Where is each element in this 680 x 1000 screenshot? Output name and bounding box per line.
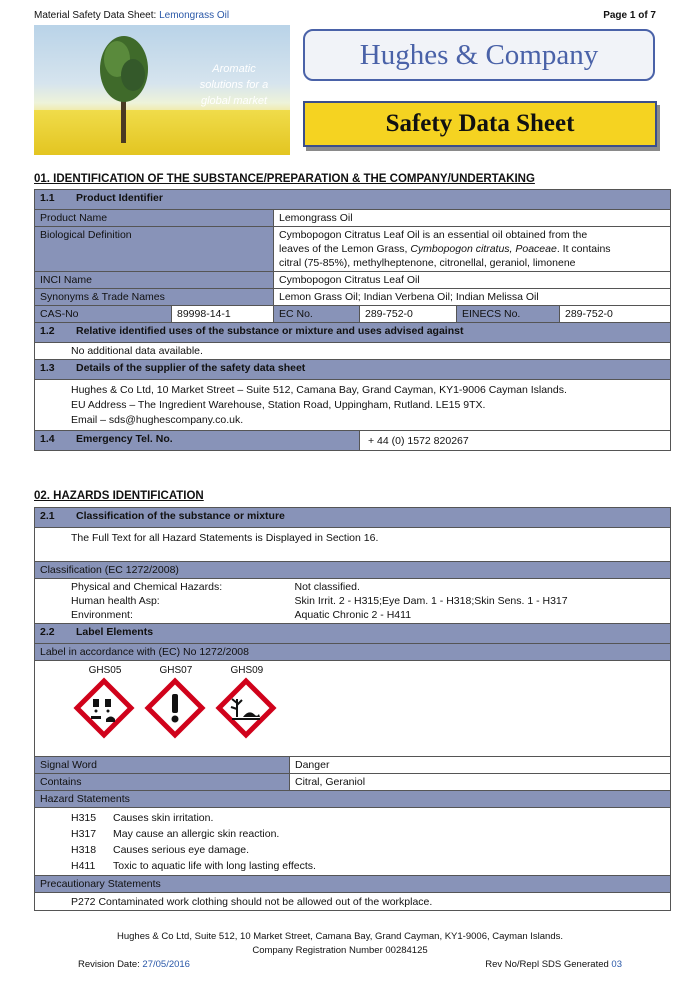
bio-line-2-end: . It contains (556, 243, 611, 255)
page-number: Page 1 of 7 (603, 10, 656, 21)
cas-value: 89998-14-1 (172, 306, 274, 323)
subsection-number: 2.2 (40, 626, 55, 638)
exclamation-icon (144, 677, 206, 739)
inci-name-value: Cymbopogon Citratus Leaf Oil (274, 272, 671, 289)
bio-line-2-start: leaves of the Lemon Grass, (279, 243, 411, 255)
bio-latin-name: Cymbopogon citratus, Poaceae (410, 243, 557, 255)
ghs09-pictogram (215, 664, 279, 739)
product-name-value: Lemongrass Oil (274, 210, 671, 227)
contains-value: Citral, Geraniol (290, 774, 671, 791)
ec-label: EC No. (274, 306, 360, 323)
biological-definition-value (274, 227, 671, 272)
physical-hazards-value: Not classified. (294, 581, 360, 593)
sds-title-box: Safety Data Sheet (303, 101, 657, 147)
section-2-table (34, 507, 671, 911)
supplier-email-line: Email – sds@hughescompany.co.uk. (71, 414, 244, 426)
classification-labels (35, 579, 290, 624)
synonyms-value: Lemon Grass Oil; Indian Verbena Oil; Indian Melissa Oil (274, 289, 671, 306)
ghs07-pictogram (144, 664, 208, 739)
precautionary-statements-label: Precautionary Statements (35, 876, 671, 893)
einecs-value: 289-752-0 (560, 306, 671, 323)
ghs-code: GHS09 (230, 665, 264, 676)
classification-values (290, 579, 671, 624)
signal-word-value: Danger (290, 757, 671, 774)
eu-address-line: EU Address – The Ingredient Warehouse, Station Road, Uppingham, Rutland. LE15 9TX. (71, 399, 486, 411)
subsection-number: 1.2 (40, 325, 55, 337)
full-text-note: The Full Text for all Hazard Statements is Displayed in Section 16. (35, 528, 671, 562)
hazard-statements-label: Hazard Statements (35, 791, 671, 808)
subsection-title: Relative identified uses of the substance or mixture and uses advised against (76, 325, 464, 337)
bio-line-3: citral (75-85%), methylheptenone, citronellal, geraniol, limonene (279, 257, 576, 269)
physical-hazards-label: Physical and Chemical Hazards: (71, 581, 223, 593)
revision-date (78, 959, 190, 970)
hazard-code: H317 (71, 828, 97, 840)
page-header (34, 10, 656, 24)
company-name-box: Hughes & Company (303, 29, 655, 81)
revision-number-label: Rev No/Repl SDS Generated (485, 959, 612, 970)
precaution-p272: P272 Contaminated work clothing should not be allowed out of the workplace. (35, 893, 671, 911)
hazard-text: Causes serious eye damage. (113, 844, 249, 856)
ghs-code: GHS07 (159, 665, 193, 676)
hazard-statement-row (71, 858, 665, 874)
hazard-text: Toxic to aquatic life with long lasting effects. (113, 860, 316, 872)
subsection-number: 1.1 (40, 192, 55, 204)
human-health-value: Skin Irrit. 2 - H315;Eye Dam. 1 - H318;Skin Sens. 1 - H317 (294, 595, 568, 607)
footer-address: Hughes & Co Ltd, Suite 512, 10 Market Street, Camana Bay, Grand Cayman, KY1-9006, Cayman Islands. (116, 931, 564, 942)
emergency-tel-value: + 44 (0) 1572 820267 (360, 431, 671, 451)
subsection-title: Emergency Tel. No. (76, 433, 173, 445)
hazard-statement-row (71, 842, 665, 858)
subsection-number: 2.1 (40, 510, 55, 522)
supplier-address-line: Hughes & Co Ltd, 10 Market Street – Suite 512, Camana Bay, Grand Cayman, KY1-9006 Cayman Islands. (71, 384, 567, 396)
einecs-label: EINECS No. (457, 306, 560, 323)
environment-icon (215, 677, 277, 739)
hazard-code: H411 (71, 860, 96, 872)
signal-word-label: Signal Word (35, 757, 290, 774)
hazard-text: May cause an allergic skin reaction. (113, 828, 280, 840)
section-1-table (34, 189, 671, 451)
subsection-number: 1.4 (40, 433, 55, 445)
uses-text: No additional data available. (35, 343, 671, 360)
subsection-title: Details of the supplier of the safety data sheet (76, 362, 306, 374)
subsection-1-1-header (35, 190, 671, 210)
ghs-code: GHS05 (88, 665, 122, 676)
hazard-code: H318 (71, 844, 97, 856)
doc-label (34, 10, 229, 21)
hazard-statement-row (71, 810, 665, 826)
contains-label: Contains (35, 774, 290, 791)
subsection-1-3-header (35, 360, 671, 380)
synonyms-label: Synonyms & Trade Names (35, 289, 274, 306)
bio-line-2 (279, 242, 665, 256)
subsection-1-4-header (35, 431, 360, 451)
biological-definition-label: Biological Definition (35, 227, 274, 272)
product-name-label: Product Name (35, 210, 274, 227)
subsection-number: 1.3 (40, 362, 55, 374)
human-health-label: Human health Asp: (71, 595, 160, 607)
subsection-2-2-header (35, 624, 671, 644)
tagline-line-2: solutions for a (199, 79, 269, 91)
banner-tagline (184, 61, 284, 109)
subsection-title: Product Identifier (76, 192, 163, 204)
revision-date-value: 27/05/2016 (142, 959, 190, 970)
hazard-statement-row (71, 826, 665, 842)
footer-registration: Company Registration Number 00284125 (252, 945, 428, 956)
ghs-pictograms (35, 661, 671, 757)
environment-label: Environment: (71, 609, 133, 621)
environment-value: Aquatic Chronic 2 - H411 (294, 609, 412, 621)
hazard-code: H315 (71, 812, 97, 824)
corrosion-icon (73, 677, 135, 739)
subsection-title: Classification of the substance or mixture (76, 510, 285, 522)
tree-icon (69, 33, 179, 143)
header-banner-image (34, 25, 290, 155)
hazard-statements-list (35, 808, 671, 876)
revision-number-value: 03 (611, 959, 622, 970)
bio-line-1: Cymbopogon Citratus Leaf Oil is an essential oil obtained from the (279, 229, 588, 241)
subsection-2-1-header (35, 508, 671, 528)
cas-label: CAS-No (35, 306, 172, 323)
section-2-title: 02. HAZARDS IDENTIFICATION (34, 490, 204, 502)
tagline-line-1: Aromatic (212, 63, 256, 75)
section-1-title: 01. IDENTIFICATION OF THE SUBSTANCE/PREPARATION & THE COMPANY/UNDERTAKING (34, 173, 535, 185)
doc-type-label: Material Safety Data Sheet: (34, 10, 160, 21)
supplier-details (35, 380, 671, 431)
subsection-title: Label Elements (76, 626, 154, 638)
revision-date-label: Revision Date: (78, 959, 143, 970)
revision-number (485, 959, 622, 970)
hazard-text: Causes skin irritation. (113, 812, 214, 824)
inci-name-label: INCI Name (35, 272, 274, 289)
ec-value: 289-752-0 (360, 306, 457, 323)
classification-label: Classification (EC 1272/2008) (35, 562, 671, 579)
label-accordance: Label in accordance with (EC) No 1272/2008 (35, 644, 671, 661)
product-name-link: Lemongrass Oil (159, 10, 230, 21)
tagline-line-3: global market (200, 95, 268, 107)
subsection-1-2-header (35, 323, 671, 343)
ghs05-pictogram (73, 664, 137, 739)
